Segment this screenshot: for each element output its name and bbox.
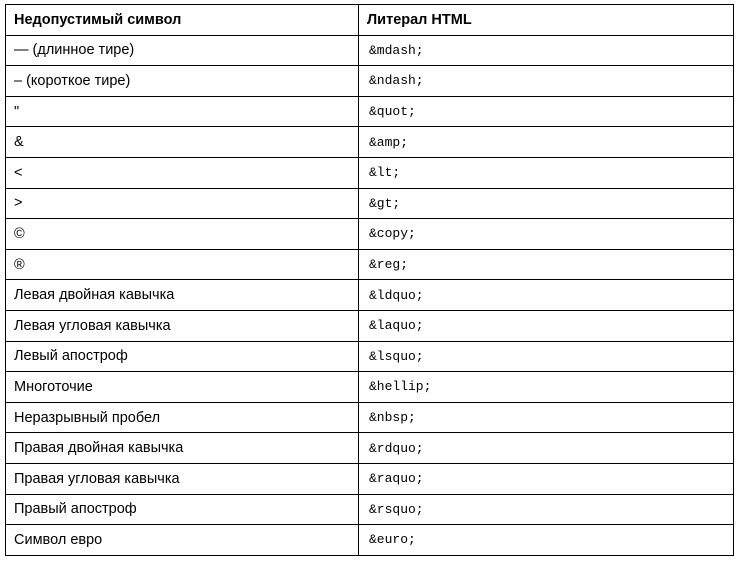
table-row <box>6 341 734 372</box>
html-literal-cell: &hellip; <box>359 372 734 403</box>
html-literal-cell: &lsquo; <box>359 341 734 372</box>
invalid-symbol-cell: > <box>6 188 359 219</box>
table-row <box>6 96 734 127</box>
html-literal-cell: &raquo; <box>359 463 734 494</box>
table-row <box>6 157 734 188</box>
invalid-symbol-cell: © <box>6 219 359 250</box>
column-header-html-literal: Литерал HTML <box>359 5 734 36</box>
table-header-row <box>6 5 734 36</box>
invalid-symbol-cell: Правая двойная кавычка <box>6 433 359 464</box>
table-row <box>6 280 734 311</box>
html-literal-cell: &ldquo; <box>359 280 734 311</box>
table-row <box>6 494 734 525</box>
table-row <box>6 219 734 250</box>
invalid-symbol-cell: Неразрывный пробел <box>6 402 359 433</box>
html-literal-cell: &lt; <box>359 157 734 188</box>
invalid-symbol-cell: Левый апостроф <box>6 341 359 372</box>
table-row <box>6 188 734 219</box>
table-row <box>6 402 734 433</box>
invalid-symbol-cell: Левая двойная кавычка <box>6 280 359 311</box>
invalid-symbol-cell: – (короткое тире) <box>6 66 359 97</box>
table-row <box>6 127 734 158</box>
table-row <box>6 372 734 403</box>
html-literal-cell: &copy; <box>359 219 734 250</box>
table-row <box>6 433 734 464</box>
html-literal-cell: &reg; <box>359 249 734 280</box>
html-literal-cell: &euro; <box>359 525 734 556</box>
table-row <box>6 35 734 66</box>
html-literal-cell: &mdash; <box>359 35 734 66</box>
html-literal-cell: &rsquo; <box>359 494 734 525</box>
html-literal-cell: &laquo; <box>359 310 734 341</box>
invalid-symbol-cell: Многоточие <box>6 372 359 403</box>
invalid-symbol-cell: Левая угловая кавычка <box>6 310 359 341</box>
html-literal-cell: &quot; <box>359 96 734 127</box>
table-row <box>6 463 734 494</box>
html-literal-cell: &ndash; <box>359 66 734 97</box>
table-row <box>6 310 734 341</box>
html-literal-cell: &amp; <box>359 127 734 158</box>
invalid-symbol-cell: < <box>6 157 359 188</box>
invalid-symbol-cell: ® <box>6 249 359 280</box>
html-entities-table <box>5 4 734 556</box>
column-header-invalid-symbol: Недопустимый символ <box>6 5 359 36</box>
table-row <box>6 525 734 556</box>
invalid-symbol-cell: — (длинное тире) <box>6 35 359 66</box>
table-row <box>6 249 734 280</box>
invalid-symbol-cell: Правый апостроф <box>6 494 359 525</box>
invalid-symbol-cell: & <box>6 127 359 158</box>
table-row <box>6 66 734 97</box>
table-body <box>6 35 734 555</box>
html-literal-cell: &nbsp; <box>359 402 734 433</box>
html-literal-cell: &rdquo; <box>359 433 734 464</box>
invalid-symbol-cell: Правая угловая кавычка <box>6 463 359 494</box>
html-literal-cell: &gt; <box>359 188 734 219</box>
invalid-symbol-cell: " <box>6 96 359 127</box>
invalid-symbol-cell: Символ евро <box>6 525 359 556</box>
